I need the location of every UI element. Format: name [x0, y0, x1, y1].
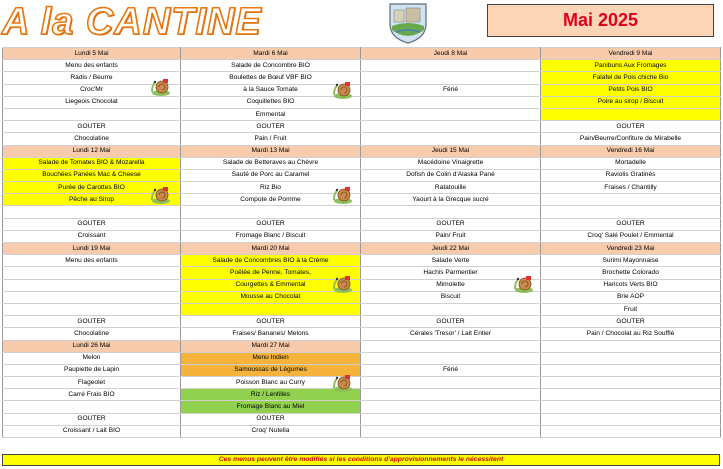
- menu-row: [3, 352, 721, 364]
- menu-cell-thursday: Salade Verte: [361, 255, 541, 267]
- menu-cell-tuesday: Fromage Blanc au Miel: [181, 401, 361, 413]
- menu-cell-monday: Pêche au Sirop: [3, 194, 181, 206]
- menu-row: [3, 401, 721, 413]
- menu-cell-monday: Paupiette de Lapin: [3, 364, 181, 376]
- menu-cell-friday: GOUTER: [541, 121, 721, 133]
- day-header-thursday: Jeudi 22 Mai: [361, 243, 541, 255]
- menu-cell-friday: Brochette Colorado: [541, 267, 721, 279]
- footer-note: Ces menus peuvent être modifiés si les conditions d'approvisionnements le nécessitent: [2, 454, 720, 466]
- menu-cell-tuesday: Compote de Pomme: [181, 194, 361, 206]
- menu-cell-friday: GOUTER: [541, 218, 721, 230]
- menu-cell-tuesday: Menu Indien: [181, 352, 361, 364]
- menu-cell-tuesday: Coquillettes BIO: [181, 96, 361, 108]
- menu-cell-friday: [541, 352, 721, 364]
- menu-row: [3, 230, 721, 242]
- menu-row: [3, 243, 721, 255]
- menu-row: [3, 340, 721, 352]
- menu-cell-thursday: [361, 340, 541, 352]
- snail-icon: [149, 77, 171, 97]
- menu-row: [3, 145, 721, 157]
- menu-cell-monday: GOUTER: [3, 316, 181, 328]
- day-header-monday: Lundi 26 Mai: [3, 340, 181, 352]
- menu-cell-friday: Fruit: [541, 303, 721, 315]
- menu-cell-tuesday: [181, 303, 361, 315]
- day-header-tuesday: Mardi 13 Mai: [181, 145, 361, 157]
- menu-cell-tuesday: Samoussas de Légumes: [181, 364, 361, 376]
- menu-cell-monday: Croissant / Lait BIO: [3, 425, 181, 437]
- menu-cell-friday: Pain/Beurre/Confiture de Mirabelle: [541, 133, 721, 145]
- menu-cell-thursday: GOUTER: [361, 316, 541, 328]
- menu-cell-thursday: [361, 413, 541, 425]
- menu-row: [3, 291, 721, 303]
- menu-cell-tuesday: à la Sauce Tomate: [181, 84, 361, 96]
- menu-cell-thursday: Cérales 'Tresor' / Lait Entier: [361, 328, 541, 340]
- menu-cell-tuesday: Poêlée de Penne, Tomates,: [181, 267, 361, 279]
- menu-row: [3, 157, 721, 169]
- menu-cell-thursday: Férié: [361, 84, 541, 96]
- menu-row: [3, 267, 721, 279]
- snail-icon: [149, 185, 171, 205]
- menu-cell-tuesday: Salade de Concombre BIO: [181, 60, 361, 72]
- day-header-monday: Lundi 19 Mai: [3, 243, 181, 255]
- menu-cell-tuesday: Riz / Lentilles: [181, 389, 361, 401]
- menu-row: [3, 60, 721, 72]
- menu-row: [3, 255, 721, 267]
- day-header-thursday: Jeudi 8 Mai: [361, 48, 541, 60]
- menu-cell-monday: GOUTER: [3, 413, 181, 425]
- menu-row: [3, 389, 721, 401]
- menu-cell-thursday: Pain/ Fruit: [361, 230, 541, 242]
- menu-cell-friday: Brie AOP: [541, 291, 721, 303]
- menu-cell-tuesday: Sauté de Porc au Caramel: [181, 169, 361, 181]
- day-header-thursday: Jeudi 15 Mai: [361, 145, 541, 157]
- menu-cell-thursday: Férié: [361, 364, 541, 376]
- menu-cell-thursday: [361, 425, 541, 437]
- menu-cell-friday: Fraises / Chantilly: [541, 182, 721, 194]
- menu-cell-friday: [541, 401, 721, 413]
- menu-row: [3, 206, 721, 218]
- snail-icon: [331, 274, 353, 294]
- menu-cell-tuesday: Fromage Blanc / Biscuit: [181, 230, 361, 242]
- menu-cell-friday: GOUTER: [541, 316, 721, 328]
- menu-cell-friday: Poire au sirop / Biscuit: [541, 96, 721, 108]
- menu-cell-monday: Flageolet: [3, 377, 181, 389]
- menu-cell-monday: Purée de Carottes BIO: [3, 182, 181, 194]
- menu-cell-monday: Bouchées Panées Mac & Cheese: [3, 169, 181, 181]
- menu-cell-monday: Melon: [3, 352, 181, 364]
- menu-cell-friday: Surimi Mayonnaise: [541, 255, 721, 267]
- menu-cell-thursday: Dofish de Colin d'Alaska Pané: [361, 169, 541, 181]
- menu-cell-monday: Chocolatine: [3, 328, 181, 340]
- menu-row: [3, 218, 721, 230]
- menu-row: [3, 48, 721, 60]
- menu-cell-friday: [541, 389, 721, 401]
- menu-cell-tuesday: Pain / Fruit: [181, 133, 361, 145]
- menu-cell-tuesday: GOUTER: [181, 218, 361, 230]
- snail-icon: [512, 274, 534, 294]
- menu-cell-tuesday: GOUTER: [181, 413, 361, 425]
- menu-cell-thursday: Macédoine Vinaigrette: [361, 157, 541, 169]
- menu-cell-monday: [3, 291, 181, 303]
- menu-cell-tuesday: Boulettes de Bœuf VBF BIO: [181, 72, 361, 84]
- menu-cell-friday: [541, 413, 721, 425]
- menu-table: [2, 47, 721, 438]
- menu-cell-monday: Liegeois Chocolat: [3, 96, 181, 108]
- day-header-friday: Vendredi 16 Mai: [541, 145, 721, 157]
- menu-cell-monday: Salade de Tomates BIO & Mozarella: [3, 157, 181, 169]
- menu-cell-monday: Carré Frais BIO: [3, 389, 181, 401]
- day-header-tuesday: Mardi 20 Mai: [181, 243, 361, 255]
- menu-cell-monday: Croc'Mr: [3, 84, 181, 96]
- menu-cell-thursday: [361, 352, 541, 364]
- menu-row: [3, 108, 721, 120]
- menu-cell-monday: [3, 267, 181, 279]
- menu-cell-monday: [3, 279, 181, 291]
- day-header-friday: Vendredi 9 Mai: [541, 48, 721, 60]
- day-header-friday: Vendredi 23 Mai: [541, 243, 721, 255]
- menu-cell-friday: Petits Pois BIO: [541, 84, 721, 96]
- menu-row: [3, 96, 721, 108]
- menu-cell-tuesday: [181, 206, 361, 218]
- menu-cell-tuesday: Mousse au Chocolat: [181, 291, 361, 303]
- menu-cell-friday: [541, 377, 721, 389]
- day-header-tuesday: Mardi 6 Mai: [181, 48, 361, 60]
- menu-cell-monday: GOUTER: [3, 218, 181, 230]
- menu-cell-thursday: [361, 377, 541, 389]
- menu-cell-monday: Croissant: [3, 230, 181, 242]
- menu-cell-monday: GOUTER: [3, 121, 181, 133]
- menu-row: [3, 316, 721, 328]
- menu-cell-thursday: [361, 121, 541, 133]
- menu-cell-tuesday: Salade de Betteraves au Chèvre: [181, 157, 361, 169]
- menu-cell-tuesday: Fraises/ Bananes/ Melons: [181, 328, 361, 340]
- menu-cell-tuesday: Emmental: [181, 108, 361, 120]
- menu-row: [3, 84, 721, 96]
- menu-cell-monday: [3, 303, 181, 315]
- menu-cell-thursday: Mimolette: [361, 279, 541, 291]
- snail-icon: [331, 373, 353, 393]
- menu-cell-friday: Falafel de Pois chiche Bio: [541, 72, 721, 84]
- day-header-monday: Lundi 12 Mai: [3, 145, 181, 157]
- menu-row: [3, 72, 721, 84]
- menu-cell-tuesday: Courgettes & Emmental: [181, 279, 361, 291]
- menu-cell-friday: [541, 108, 721, 120]
- menu-cell-tuesday: Poisson Blanc au Curry: [181, 377, 361, 389]
- menu-row: [3, 364, 721, 376]
- menu-cell-tuesday: Salade de Concombres BIO à la Crème: [181, 255, 361, 267]
- menu-row: [3, 328, 721, 340]
- menu-cell-thursday: [361, 389, 541, 401]
- page-title: A la CANTINE: [2, 1, 262, 43]
- menu-cell-thursday: [361, 401, 541, 413]
- day-header-tuesday: Mardi 27 Mai: [181, 340, 361, 352]
- menu-cell-thursday: Biscuit: [361, 291, 541, 303]
- snail-icon: [331, 185, 353, 205]
- menu-cell-thursday: [361, 303, 541, 315]
- menu-cell-thursday: [361, 108, 541, 120]
- menu-cell-tuesday: GOUTER: [181, 121, 361, 133]
- menu-cell-thursday: [361, 72, 541, 84]
- menu-row: [3, 182, 721, 194]
- menu-row: [3, 121, 721, 133]
- menu-cell-friday: [541, 194, 721, 206]
- menu-cell-monday: Menu des enfants: [3, 255, 181, 267]
- month-label: Mai 2025: [487, 4, 714, 37]
- menu-cell-friday: Raviolis Gratinés: [541, 169, 721, 181]
- day-header-monday: Lundi 5 Mai: [3, 48, 181, 60]
- menu-cell-friday: [541, 425, 721, 437]
- menu-cell-thursday: [361, 206, 541, 218]
- menu-cell-thursday: [361, 133, 541, 145]
- menu-cell-friday: Mortadelle: [541, 157, 721, 169]
- menu-cell-monday: [3, 108, 181, 120]
- village-crest-logo: [388, 2, 428, 44]
- menu-cell-thursday: [361, 96, 541, 108]
- menu-cell-friday: Panibuns Aux Fromages: [541, 60, 721, 72]
- menu-row: [3, 133, 721, 145]
- menu-cell-monday: [3, 401, 181, 413]
- menu-row: [3, 413, 721, 425]
- menu-cell-thursday: Hachis Parmentier: [361, 267, 541, 279]
- menu-cell-friday: [541, 340, 721, 352]
- menu-cell-thursday: Yaourt à la Grecque sucré: [361, 194, 541, 206]
- menu-cell-friday: [541, 206, 721, 218]
- menu-cell-friday: [541, 364, 721, 376]
- menu-cell-tuesday: GOUTER: [181, 316, 361, 328]
- menu-row: [3, 169, 721, 181]
- menu-cell-tuesday: Croq' Nutella: [181, 425, 361, 437]
- menu-cell-thursday: GOUTER: [361, 218, 541, 230]
- menu-row: [3, 425, 721, 437]
- menu-row: [3, 303, 721, 315]
- menu-row: [3, 279, 721, 291]
- menu-cell-thursday: [361, 60, 541, 72]
- menu-cell-monday: Menu des enfants: [3, 60, 181, 72]
- menu-row: [3, 194, 721, 206]
- menu-cell-monday: Chocolatine: [3, 133, 181, 145]
- menu-cell-friday: Haricots Verts BIO: [541, 279, 721, 291]
- menu-row: [3, 377, 721, 389]
- snail-icon: [331, 80, 353, 100]
- menu-cell-monday: [3, 206, 181, 218]
- menu-cell-friday: Croq' Salé Poulet / Emmental: [541, 230, 721, 242]
- menu-cell-tuesday: Riz Bio: [181, 182, 361, 194]
- menu-cell-monday: Radis / Beurre: [3, 72, 181, 84]
- menu-cell-friday: Pain / Chocolat au Riz Soufflé: [541, 328, 721, 340]
- menu-cell-thursday: Ratatouille: [361, 182, 541, 194]
